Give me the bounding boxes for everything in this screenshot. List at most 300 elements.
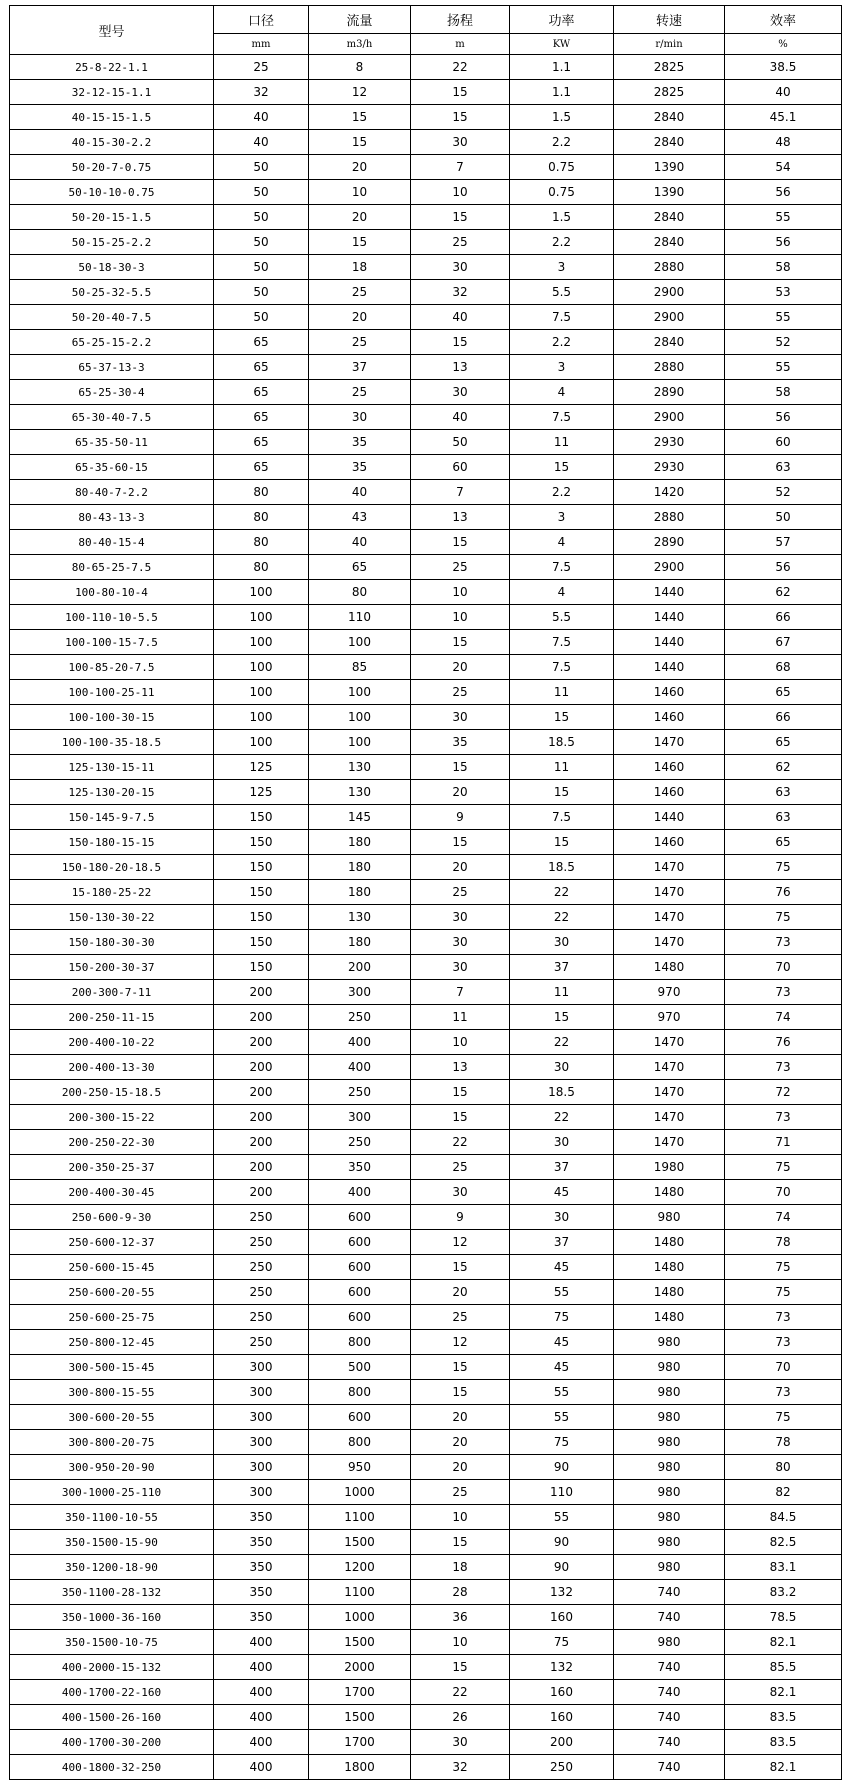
cell-flow: 500 [309,1355,411,1380]
cell-speed: 2930 [614,430,725,455]
table-row [10,555,842,580]
cell-efficiency: 84.5 [725,1505,842,1530]
cell-speed: 1470 [614,855,725,880]
cell-speed: 740 [614,1730,725,1755]
cell-power: 90 [510,1455,614,1480]
cell-head: 15 [411,1105,510,1130]
cell-power: 1.5 [510,105,614,130]
cell-caliber: 100 [214,580,309,605]
cell-head: 36 [411,1605,510,1630]
cell-power: 22 [510,880,614,905]
cell-caliber: 400 [214,1705,309,1730]
cell-head: 15 [411,1530,510,1555]
cell-efficiency: 60 [725,430,842,455]
cell-flow: 40 [309,530,411,555]
cell-caliber: 65 [214,355,309,380]
cell-flow: 1700 [309,1680,411,1705]
cell-flow: 180 [309,930,411,955]
cell-head: 30 [411,955,510,980]
unit-head: m [411,34,510,55]
table-row [10,1755,842,1780]
cell-efficiency: 73 [725,930,842,955]
cell-flow: 2000 [309,1655,411,1680]
cell-flow: 18 [309,255,411,280]
table-row [10,105,842,130]
cell-caliber: 300 [214,1355,309,1380]
cell-caliber: 350 [214,1530,309,1555]
cell-model: 80-40-7-2.2 [10,480,214,505]
cell-efficiency: 82.5 [725,1530,842,1555]
cell-power: 132 [510,1580,614,1605]
cell-caliber: 150 [214,855,309,880]
cell-efficiency: 58 [725,380,842,405]
cell-speed: 1470 [614,905,725,930]
cell-head: 40 [411,405,510,430]
cell-power: 2.2 [510,130,614,155]
cell-model: 125-130-20-15 [10,780,214,805]
cell-head: 20 [411,1280,510,1305]
cell-caliber: 65 [214,455,309,480]
cell-flow: 25 [309,380,411,405]
cell-efficiency: 75 [725,1255,842,1280]
cell-flow: 1800 [309,1755,411,1780]
cell-speed: 1440 [614,630,725,655]
cell-caliber: 100 [214,730,309,755]
cell-speed: 2900 [614,305,725,330]
cell-model: 200-250-22-30 [10,1130,214,1155]
cell-power: 30 [510,1055,614,1080]
unit-flow: m3/h [309,34,411,55]
cell-flow: 65 [309,555,411,580]
cell-power: 15 [510,455,614,480]
cell-model: 65-30-40-7.5 [10,405,214,430]
cell-model: 150-180-15-15 [10,830,214,855]
cell-flow: 800 [309,1330,411,1355]
cell-speed: 1480 [614,1280,725,1305]
cell-power: 45 [510,1180,614,1205]
cell-efficiency: 62 [725,580,842,605]
cell-model: 250-600-20-55 [10,1280,214,1305]
table-row [10,1305,842,1330]
cell-efficiency: 71 [725,1130,842,1155]
cell-model: 200-250-11-15 [10,1005,214,1030]
table-row [10,1105,842,1130]
cell-head: 12 [411,1330,510,1355]
cell-caliber: 300 [214,1480,309,1505]
cell-flow: 30 [309,405,411,430]
cell-head: 32 [411,1755,510,1780]
cell-head: 20 [411,1405,510,1430]
table-row [10,755,842,780]
cell-caliber: 400 [214,1755,309,1780]
header-efficiency: 效率 [725,6,842,34]
cell-model: 50-15-25-2.2 [10,230,214,255]
cell-model: 125-130-15-11 [10,755,214,780]
cell-speed: 1390 [614,180,725,205]
cell-caliber: 150 [214,930,309,955]
cell-flow: 15 [309,230,411,255]
cell-efficiency: 75 [725,1155,842,1180]
cell-head: 15 [411,830,510,855]
cell-efficiency: 66 [725,705,842,730]
cell-head: 30 [411,1180,510,1205]
cell-flow: 100 [309,705,411,730]
cell-flow: 1000 [309,1480,411,1505]
cell-efficiency: 63 [725,805,842,830]
cell-speed: 1480 [614,955,725,980]
cell-power: 7.5 [510,655,614,680]
cell-caliber: 200 [214,1005,309,1030]
cell-power: 4 [510,530,614,555]
cell-efficiency: 62 [725,755,842,780]
cell-head: 15 [411,1255,510,1280]
cell-caliber: 250 [214,1230,309,1255]
cell-flow: 1200 [309,1555,411,1580]
cell-flow: 600 [309,1280,411,1305]
cell-model: 80-43-13-3 [10,505,214,530]
cell-head: 15 [411,1355,510,1380]
cell-head: 22 [411,1130,510,1155]
cell-head: 40 [411,305,510,330]
cell-speed: 1470 [614,930,725,955]
cell-efficiency: 38.5 [725,55,842,80]
cell-flow: 600 [309,1255,411,1280]
cell-caliber: 50 [214,230,309,255]
cell-speed: 2825 [614,80,725,105]
cell-flow: 100 [309,730,411,755]
cell-power: 15 [510,780,614,805]
cell-caliber: 350 [214,1605,309,1630]
cell-flow: 20 [309,305,411,330]
cell-flow: 600 [309,1405,411,1430]
cell-power: 160 [510,1605,614,1630]
pump-spec-table [9,5,842,1780]
cell-flow: 130 [309,780,411,805]
table-row [10,1705,842,1730]
cell-speed: 1390 [614,155,725,180]
cell-speed: 740 [614,1680,725,1705]
table-row [10,1530,842,1555]
cell-model: 25-8-22-1.1 [10,55,214,80]
cell-caliber: 250 [214,1280,309,1305]
cell-head: 15 [411,1655,510,1680]
cell-speed: 740 [614,1705,725,1730]
cell-caliber: 125 [214,755,309,780]
table-row [10,980,842,1005]
cell-efficiency: 55 [725,355,842,380]
cell-efficiency: 75 [725,1405,842,1430]
cell-power: 15 [510,705,614,730]
table-row [10,180,842,205]
cell-head: 9 [411,805,510,830]
cell-caliber: 100 [214,630,309,655]
cell-flow: 200 [309,955,411,980]
cell-speed: 1440 [614,580,725,605]
cell-flow: 800 [309,1380,411,1405]
cell-speed: 1470 [614,880,725,905]
cell-model: 250-600-9-30 [10,1205,214,1230]
cell-flow: 1100 [309,1505,411,1530]
cell-model: 200-300-15-22 [10,1105,214,1130]
cell-model: 200-300-7-11 [10,980,214,1005]
cell-caliber: 200 [214,1180,309,1205]
cell-head: 10 [411,605,510,630]
cell-caliber: 350 [214,1580,309,1605]
table-row [10,1080,842,1105]
cell-speed: 980 [614,1480,725,1505]
cell-efficiency: 82.1 [725,1680,842,1705]
cell-power: 30 [510,1130,614,1155]
cell-efficiency: 52 [725,480,842,505]
cell-caliber: 80 [214,480,309,505]
table-row [10,1380,842,1405]
cell-flow: 400 [309,1180,411,1205]
cell-efficiency: 56 [725,405,842,430]
cell-power: 4 [510,580,614,605]
cell-speed: 980 [614,1530,725,1555]
cell-flow: 250 [309,1005,411,1030]
cell-model: 200-400-13-30 [10,1055,214,1080]
cell-model: 100-110-10-5.5 [10,605,214,630]
cell-caliber: 25 [214,55,309,80]
table-row [10,605,842,630]
cell-speed: 1440 [614,605,725,630]
cell-model: 15-180-25-22 [10,880,214,905]
cell-model: 100-100-25-11 [10,680,214,705]
table-body [10,55,842,1780]
cell-head: 11 [411,1005,510,1030]
cell-power: 30 [510,1205,614,1230]
table-row [10,330,842,355]
cell-speed: 1460 [614,830,725,855]
pump-spec-table-container [9,5,841,1780]
cell-model: 350-1500-10-75 [10,1630,214,1655]
cell-flow: 35 [309,430,411,455]
cell-efficiency: 50 [725,505,842,530]
cell-caliber: 50 [214,280,309,305]
cell-speed: 1480 [614,1305,725,1330]
header-model: 型号 [10,6,214,55]
cell-model: 100-85-20-7.5 [10,655,214,680]
cell-flow: 1500 [309,1705,411,1730]
cell-power: 3 [510,255,614,280]
cell-caliber: 150 [214,830,309,855]
cell-speed: 2840 [614,130,725,155]
cell-power: 45 [510,1330,614,1355]
cell-head: 15 [411,80,510,105]
cell-caliber: 125 [214,780,309,805]
table-row [10,505,842,530]
cell-model: 400-1700-22-160 [10,1680,214,1705]
table-row [10,1355,842,1380]
cell-caliber: 65 [214,330,309,355]
cell-model: 400-2000-15-132 [10,1655,214,1680]
cell-efficiency: 56 [725,230,842,255]
cell-model: 250-600-15-45 [10,1255,214,1280]
cell-head: 25 [411,555,510,580]
cell-speed: 2900 [614,405,725,430]
cell-power: 160 [510,1680,614,1705]
cell-head: 20 [411,1455,510,1480]
cell-model: 40-15-30-2.2 [10,130,214,155]
cell-power: 18.5 [510,730,614,755]
cell-power: 7.5 [510,630,614,655]
cell-model: 300-800-15-55 [10,1380,214,1405]
cell-power: 0.75 [510,180,614,205]
cell-flow: 800 [309,1430,411,1455]
cell-efficiency: 82.1 [725,1630,842,1655]
cell-speed: 1440 [614,655,725,680]
table-row [10,255,842,280]
cell-efficiency: 67 [725,630,842,655]
cell-model: 150-180-20-18.5 [10,855,214,880]
cell-head: 30 [411,705,510,730]
cell-caliber: 200 [214,980,309,1005]
cell-caliber: 250 [214,1255,309,1280]
cell-power: 37 [510,955,614,980]
cell-head: 22 [411,55,510,80]
cell-caliber: 400 [214,1630,309,1655]
cell-caliber: 400 [214,1680,309,1705]
cell-power: 45 [510,1255,614,1280]
cell-speed: 1440 [614,805,725,830]
cell-head: 10 [411,1505,510,1530]
cell-efficiency: 83.2 [725,1580,842,1605]
cell-efficiency: 66 [725,605,842,630]
cell-power: 5.5 [510,605,614,630]
cell-model: 400-1800-32-250 [10,1755,214,1780]
cell-efficiency: 76 [725,1030,842,1055]
table-row [10,680,842,705]
cell-efficiency: 40 [725,80,842,105]
cell-power: 0.75 [510,155,614,180]
header-flow: 流量 [309,6,411,34]
cell-flow: 130 [309,755,411,780]
cell-caliber: 400 [214,1730,309,1755]
table-row [10,905,842,930]
table-row [10,1155,842,1180]
cell-speed: 1470 [614,1130,725,1155]
table-row [10,1480,842,1505]
cell-model: 50-20-40-7.5 [10,305,214,330]
cell-speed: 970 [614,980,725,1005]
cell-power: 200 [510,1730,614,1755]
cell-flow: 1500 [309,1530,411,1555]
cell-efficiency: 82.1 [725,1755,842,1780]
cell-caliber: 100 [214,605,309,630]
cell-flow: 37 [309,355,411,380]
cell-flow: 180 [309,855,411,880]
cell-efficiency: 63 [725,780,842,805]
cell-head: 7 [411,980,510,1005]
cell-power: 7.5 [510,555,614,580]
cell-caliber: 250 [214,1205,309,1230]
cell-head: 25 [411,230,510,255]
cell-speed: 1470 [614,1105,725,1130]
cell-efficiency: 75 [725,855,842,880]
cell-flow: 130 [309,905,411,930]
cell-model: 50-20-7-0.75 [10,155,214,180]
table-row [10,1680,842,1705]
cell-head: 15 [411,530,510,555]
cell-model: 65-25-15-2.2 [10,330,214,355]
cell-efficiency: 85.5 [725,1655,842,1680]
cell-speed: 980 [614,1405,725,1430]
cell-head: 30 [411,255,510,280]
cell-model: 100-100-15-7.5 [10,630,214,655]
cell-flow: 40 [309,480,411,505]
cell-speed: 1980 [614,1155,725,1180]
cell-head: 15 [411,1380,510,1405]
cell-model: 80-65-25-7.5 [10,555,214,580]
cell-efficiency: 52 [725,330,842,355]
cell-flow: 1700 [309,1730,411,1755]
cell-power: 75 [510,1430,614,1455]
cell-head: 12 [411,1230,510,1255]
cell-power: 22 [510,1105,614,1130]
cell-speed: 1460 [614,780,725,805]
cell-power: 110 [510,1480,614,1505]
cell-power: 7.5 [510,405,614,430]
cell-power: 18.5 [510,855,614,880]
cell-model: 300-600-20-55 [10,1405,214,1430]
cell-efficiency: 73 [725,980,842,1005]
cell-speed: 1460 [614,680,725,705]
table-row [10,655,842,680]
cell-model: 250-800-12-45 [10,1330,214,1355]
cell-power: 45 [510,1355,614,1380]
cell-model: 350-1100-28-132 [10,1580,214,1605]
cell-flow: 1500 [309,1630,411,1655]
cell-speed: 1460 [614,755,725,780]
cell-flow: 250 [309,1080,411,1105]
cell-speed: 740 [614,1580,725,1605]
cell-efficiency: 73 [725,1055,842,1080]
cell-head: 30 [411,130,510,155]
table-row [10,280,842,305]
cell-model: 100-80-10-4 [10,580,214,605]
cell-power: 18.5 [510,1080,614,1105]
cell-power: 55 [510,1505,614,1530]
header-speed: 转速 [614,6,725,34]
cell-head: 20 [411,855,510,880]
cell-model: 32-12-15-1.1 [10,80,214,105]
cell-caliber: 300 [214,1430,309,1455]
cell-caliber: 200 [214,1030,309,1055]
cell-speed: 740 [614,1755,725,1780]
cell-power: 55 [510,1380,614,1405]
cell-caliber: 50 [214,205,309,230]
cell-model: 300-950-20-90 [10,1455,214,1480]
cell-head: 15 [411,755,510,780]
cell-flow: 25 [309,280,411,305]
cell-efficiency: 53 [725,280,842,305]
cell-speed: 740 [614,1605,725,1630]
cell-power: 3 [510,355,614,380]
cell-speed: 2880 [614,255,725,280]
cell-flow: 400 [309,1055,411,1080]
cell-caliber: 300 [214,1380,309,1405]
cell-head: 25 [411,680,510,705]
cell-power: 1.5 [510,205,614,230]
cell-speed: 2930 [614,455,725,480]
cell-caliber: 100 [214,680,309,705]
cell-efficiency: 65 [725,680,842,705]
cell-caliber: 350 [214,1555,309,1580]
cell-caliber: 150 [214,880,309,905]
cell-flow: 43 [309,505,411,530]
cell-power: 1.1 [510,80,614,105]
